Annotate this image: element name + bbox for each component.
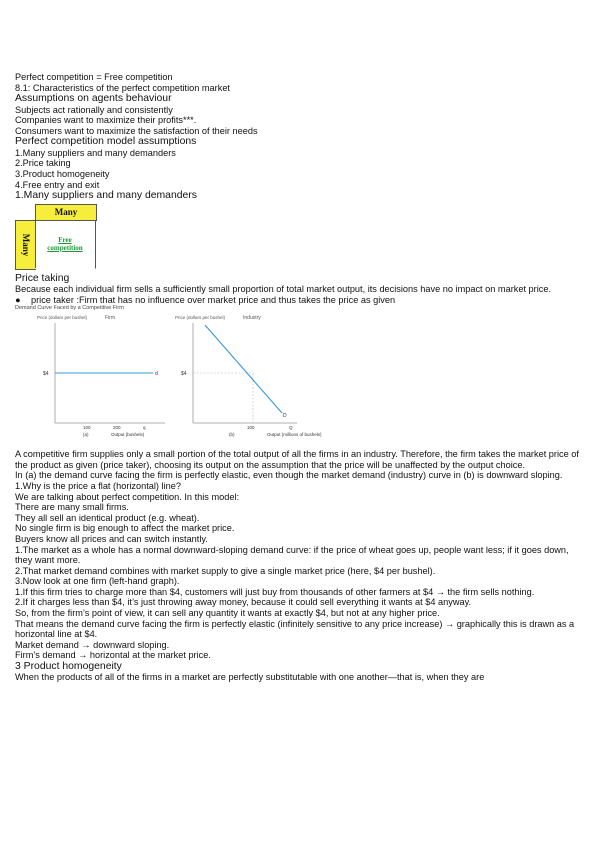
industry-curve-label: D <box>283 413 287 420</box>
text-line: Consumers want to maximize the satisfaction of their needs <box>15 125 258 136</box>
right-x-tick: Q <box>289 425 293 431</box>
paragraph-line: 1.Why is the price a flat (horizontal) line? <box>15 480 181 491</box>
demand-figure <box>15 305 322 447</box>
section-heading: 1.Many suppliers and many demanders <box>15 190 197 202</box>
text-line: When the products of all of the firms in a market are perfectly substitutable with one another—that is, when they are <box>15 672 485 683</box>
market-structure-grid <box>15 204 96 270</box>
document-page <box>15 72 587 683</box>
paragraph-line: We are talking about perfect competition. In this model: <box>15 491 240 502</box>
left-heading: Firm <box>105 315 115 322</box>
list-item: 3.Product homogeneity <box>15 168 110 179</box>
paragraph-line: They all sell an identical product (e.g. wheat). <box>15 512 200 523</box>
grid-side-label <box>15 220 36 270</box>
industry-demand-line <box>205 325 282 413</box>
text-line: Companies want to maximize their profits***. <box>15 115 197 126</box>
right-x-tick: 100 <box>247 425 255 431</box>
paragraph-line: In (a) the demand curve facing the firm is perfectly elastic, even though the market demand (industry) curve in (b) is downward sloping. <box>15 470 563 481</box>
paragraph-line: No single firm is big enough to affect the market price. <box>15 523 235 534</box>
grid-side-text: Many <box>20 233 31 256</box>
section-heading: Assumptions on agents behaviour <box>15 93 172 105</box>
right-x-label: Output (millions of bushels) <box>267 432 322 438</box>
demand-figure-svg <box>15 305 322 447</box>
section-heading: Perfect competition model assumptions <box>15 136 197 148</box>
paragraph-line: So, from the firm’s point of view, it can sell any quantity it wants at exactly $4, but not at any higher price. <box>15 608 440 619</box>
right-panel-label: (b) <box>229 432 235 438</box>
paragraph-line: A competitive firm supplies only a small portion of the total output of all the firms in an industry. Therefore, the firm takes the market price of the product as given (price taker), choosing its output on the assumption that the price will be unaffected by the output choice. <box>15 449 579 470</box>
left-x-label: Output (bushels) <box>111 432 145 438</box>
bullet-icon: ● <box>15 294 21 305</box>
paragraph-line: Firm’s demand → horizontal at the market price. <box>15 650 211 661</box>
bullet-text: price taker :Firm that has no influence over market price and thus takes the price as given <box>31 294 396 305</box>
right-heading: Industry <box>243 315 261 322</box>
paragraph-line: 3.Now look at one firm (left-hand graph). <box>15 576 180 587</box>
left-x-tick: 100 <box>83 425 91 431</box>
left-x-tick: 200 <box>113 425 121 431</box>
section-heading: Price taking <box>15 272 70 284</box>
paragraph: Because each individual firm sells a sufficiently small proportion of total market output, its decisions have no impact on market price. <box>15 283 552 294</box>
left-y-label: Price (dollars per bushel) <box>37 315 88 321</box>
left-panel-label: (a) <box>83 432 89 438</box>
figure-title: Demand Curve Faced by a Competitive Firm <box>15 305 124 312</box>
list-item: 4.Free entry and exit <box>15 179 100 190</box>
firm-curve-label: d <box>155 371 158 378</box>
paragraph-line: That means the demand curve facing the firm is perfectly elastic (infinitely sensitive to any price increase) → graphically this is drawn as a horizontal line at $4. <box>15 618 575 640</box>
grid-cell <box>35 220 96 269</box>
paragraph-line: 2.If it charges less than $4, it’s just throwing away money, because it could sell everything it wants at $4 anyway. <box>15 597 472 608</box>
left-x-tick: q <box>143 425 146 431</box>
paragraph-line: 1.The market as a whole has a normal downward-sloping demand curve: if the price of wheat goes up, people want less; if it goes down, they want more. <box>15 544 569 566</box>
paragraph-line: 1.If this firm tries to charge more than $4, customers will just buy from thousands of other farmers at $4 → the firm sells nothing. <box>15 586 535 597</box>
section-heading: 3 Product homogeneity <box>15 661 122 673</box>
grid-cell-label: Free competition <box>47 235 83 252</box>
text-line: Subjects act rationally and consistently <box>15 104 173 115</box>
left-price-tick: $4 <box>43 371 49 378</box>
paragraph-line: 2.That market demand combines with market supply to give a single market price (here, $4 per bushel). <box>15 565 436 576</box>
list-item: 1.Many suppliers and many demanders <box>15 147 176 158</box>
right-price-tick: $4 <box>181 371 187 378</box>
grid-top-label: Many <box>35 204 97 221</box>
list-item: 2.Price taking <box>15 158 71 169</box>
paragraph-line: Market demand → downward sloping. <box>15 639 170 650</box>
paragraph-line: Buyers know all prices and can switch instantly. <box>15 533 208 544</box>
paragraph-line: There are many small firms. <box>15 502 129 513</box>
body-text <box>15 449 587 661</box>
text-line: Perfect competition = Free competition <box>15 72 173 82</box>
right-y-label: Price (dollars per bushel) <box>175 315 226 321</box>
text-line: 8.1: Characteristics of the perfect competition market <box>15 82 230 93</box>
bullet-item <box>15 295 587 306</box>
